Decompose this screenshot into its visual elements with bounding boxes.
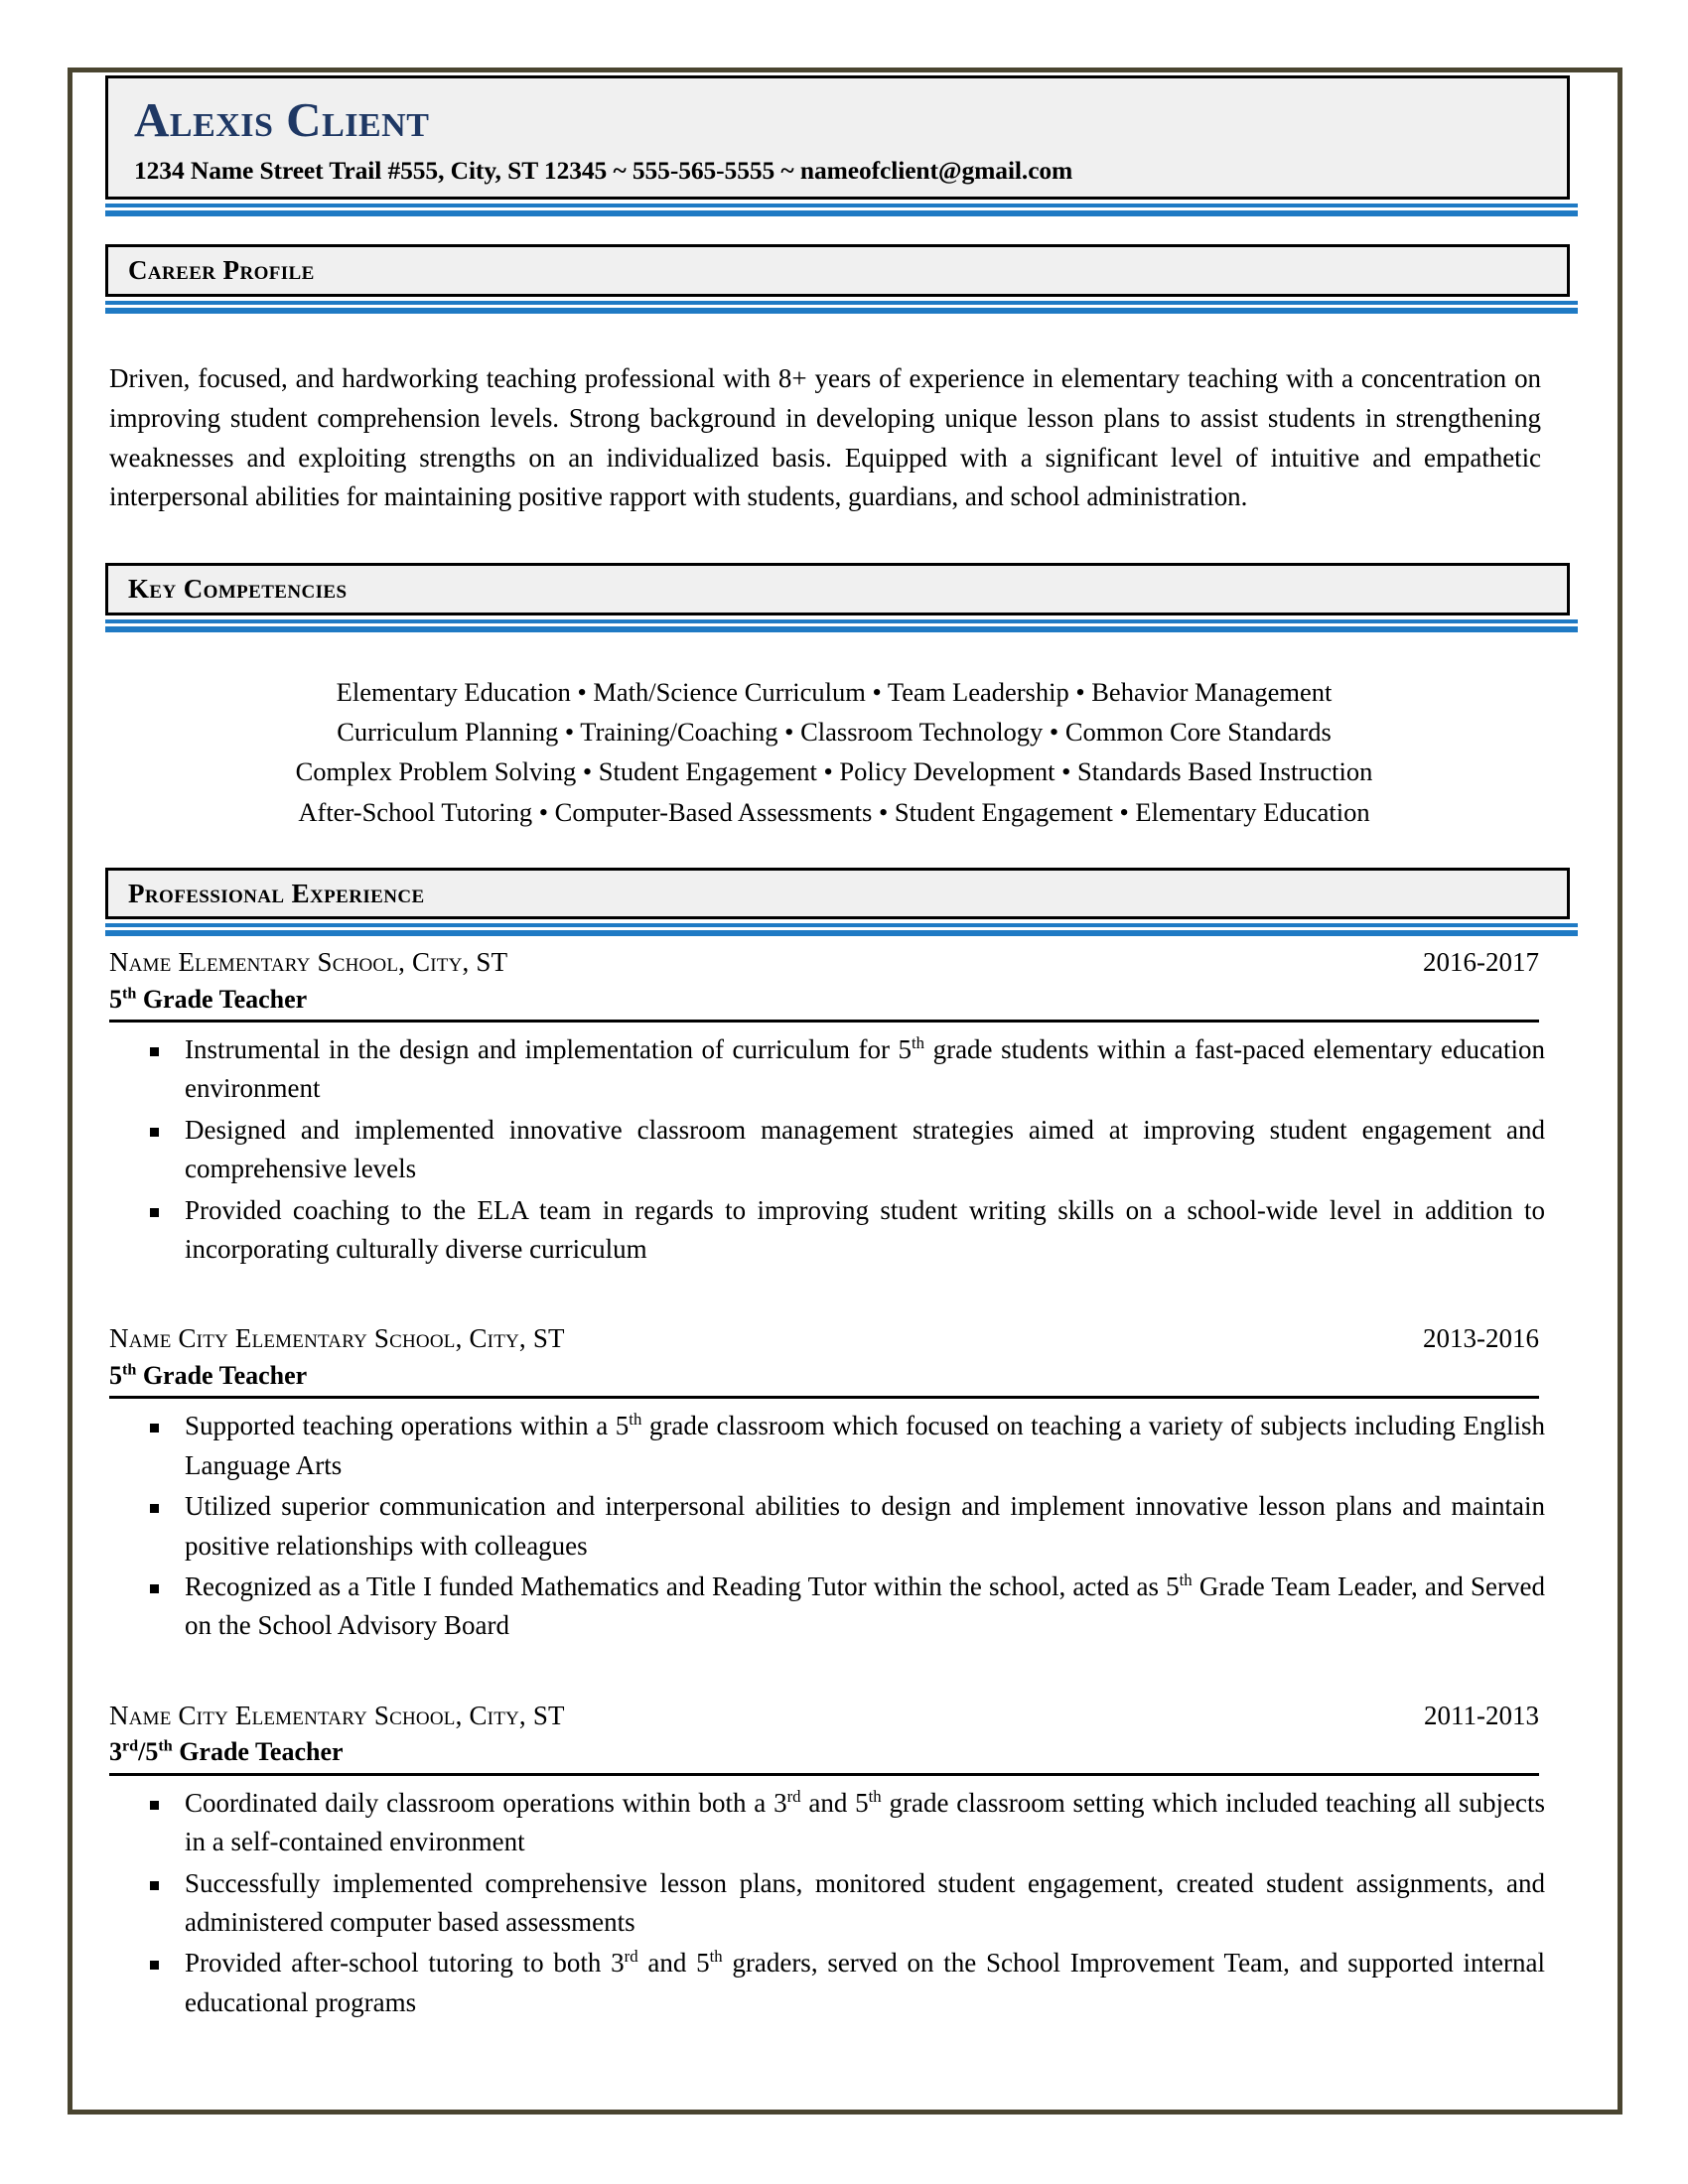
responsibility-item: Supported teaching operations within a 5th grade classroom which focused on teaching a variety of subjects including English Language Arts (109, 1407, 1545, 1485)
job-title-number: 5 (109, 1360, 122, 1390)
responsibility-item: Designed and implemented innovative classroom management strategies aimed at improving student engagement and comprehensive levels (109, 1111, 1545, 1189)
competency-line: Elementary Education • Math/Science Curriculum • Team Leadership • Behavior Management (336, 676, 1333, 707)
job-title-number: 5 (109, 984, 122, 1014)
section-title-key-competencies: Key Competencies (128, 574, 348, 605)
employer-name: Name City Elementary School, City, ST (109, 1700, 565, 1730)
experience-entry (109, 1322, 1574, 1645)
section-title-career-profile: Career Profile (128, 255, 315, 286)
experience-entry-header (109, 946, 1539, 978)
employment-dates: 2016-2017 (1423, 947, 1539, 978)
section-header-career-profile (105, 244, 1570, 296)
employment-dates: 2011-2013 (1424, 1700, 1539, 1730)
job-title (109, 979, 1574, 1020)
key-competencies-accent-rule (105, 619, 1578, 632)
job-title-ordinal-suffix: th (122, 1361, 137, 1379)
job-title (109, 1731, 1574, 1772)
responsibility-item: Coordinated daily classroom operations within both a 3rd and 5th grade classroom setting which included teaching all subjects in a self-contained environment (109, 1784, 1545, 1862)
responsibility-item: Successfully implemented comprehensive lesson plans, monitored student engagement, created student assignments, and administered computer based assessments (109, 1864, 1545, 1943)
section-title-professional-experience: Professional Experience (128, 878, 425, 908)
responsibility-list (109, 1784, 1574, 2022)
experience-entry (109, 946, 1574, 1269)
candidate-name: Alexis Client (134, 92, 430, 147)
career-profile-accent-rule (105, 301, 1578, 314)
responsibility-item: Provided after-school tutoring to both 3rd and 5th graders, served on the School Improvement Team, and supported internal educational programs (109, 1944, 1545, 2022)
responsibility-item: Instrumental in the design and implementation of curriculum for 5th grade students within a fast-paced elementary education environment (109, 1030, 1545, 1109)
job-title-ordinal-suffix: rd (122, 1737, 139, 1755)
professional-experience-accent-rule (105, 923, 1578, 936)
page-border-frame (68, 68, 1622, 2115)
job-title-number: 3 (109, 1737, 122, 1767)
job-title (109, 1355, 1574, 1396)
header-accent-rule (105, 204, 1578, 216)
job-title-divider (109, 1020, 1539, 1023)
contact-line: 1234 Name Street Trail #555, City, ST 12345 ~ 555-565-5555 ~ nameofclient@gmail.com (134, 155, 1073, 185)
key-competencies-list (109, 672, 1559, 832)
section-header-professional-experience (105, 868, 1570, 919)
resume-header-block (105, 75, 1570, 200)
experience-entry-header (109, 1700, 1539, 1731)
competency-line: Complex Problem Solving • Student Engagement • Policy Development • Standards Based Instruction (295, 756, 1373, 787)
employer-name: Name City Elementary School, City, ST (109, 1323, 565, 1354)
job-title-rest: Grade Teacher (136, 1360, 308, 1390)
experience-entry (109, 1700, 1574, 2022)
responsibility-item: Utilized superior communication and interpersonal abilities to design and implement innovative lesson plans and maintain positive relationships with colleagues (109, 1487, 1545, 1566)
job-title-number-secondary: /5 (138, 1737, 159, 1767)
section-header-key-competencies (105, 563, 1570, 614)
competency-line: Curriculum Planning • Training/Coaching • Classroom Technology • Common Core Standards (337, 717, 1332, 748)
job-title-divider (109, 1396, 1539, 1399)
experience-entry-header (109, 1322, 1539, 1354)
responsibility-list (109, 1030, 1574, 1269)
job-title-rest: Grade Teacher (172, 1737, 344, 1767)
responsibility-item: Recognized as a Title I funded Mathematics and Reading Tutor within the school, acted as 5th Grade Team Leader, and Served on the School Advisory Board (109, 1568, 1545, 1646)
competency-line: After-School Tutoring • Computer-Based Assessments • Student Engagement • Elementary Education (298, 796, 1370, 827)
job-title-divider (109, 1773, 1539, 1776)
job-title-ordinal-suffix: th (122, 984, 137, 1002)
employment-dates: 2013-2016 (1423, 1323, 1539, 1354)
job-title-ordinal-suffix-secondary: th (158, 1737, 173, 1755)
job-title-rest: Grade Teacher (136, 984, 308, 1014)
resume-sheet (105, 72, 1565, 2024)
responsibility-list (109, 1407, 1574, 1645)
employer-name: Name Elementary School, City, ST (109, 947, 508, 978)
responsibility-item: Provided coaching to the ELA team in regards to improving student writing skills on a school-wide level in addition to incorporating culturally diverse curriculum (109, 1191, 1545, 1270)
career-profile-paragraph: Driven, focused, and hardworking teaching professional with 8+ years of experience in elementary teaching with a concentration on improving student comprehension levels. Strong background in developing unique lesson plans to assist students in strengthening weaknesses and exploiting strengths on an individualized basis. Equipped with a significant level of intuitive and empathetic interpersonal abilities for maintaining positive rapport with students, guardians, and school administration. (109, 362, 1541, 512)
